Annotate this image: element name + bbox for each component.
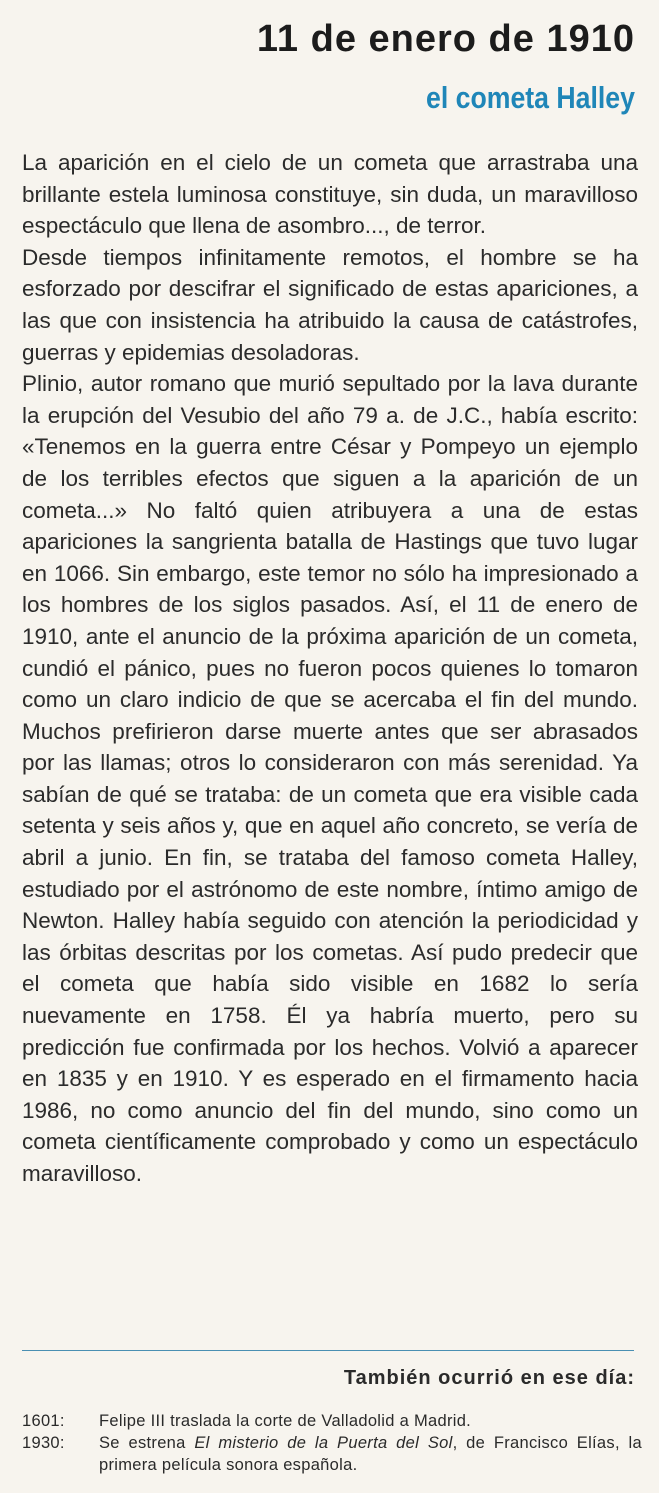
date-title: 11 de enero de 1910 bbox=[256, 18, 635, 60]
event-year: 1930: bbox=[22, 1434, 65, 1452]
paragraph-intro: La aparición en el cielo de un cometa que arrastraba una brillante estela luminosa constituye, sin duda, un maravilloso espectáculo que llena de asombro..., de terror. bbox=[22, 150, 638, 239]
events-list bbox=[22, 1410, 642, 1476]
article-body bbox=[22, 147, 638, 1190]
event-item bbox=[22, 1410, 642, 1432]
event-text: Felipe III traslada la corte de Valladolid a Madrid. bbox=[99, 1412, 472, 1430]
event-year: 1601: bbox=[22, 1412, 65, 1430]
event-text bbox=[99, 1432, 642, 1476]
section-divider bbox=[22, 1350, 634, 1351]
paragraph-history: Desde tiempos infinitamente remotos, el hombre se ha esforzado por descifrar el significado de estas apariciones, a las que con insistencia ha atribuido la causa de catástrofes, guerras y epidemias desoladoras. bbox=[22, 244, 638, 365]
film-title: El misterio de la Puerta del Sol bbox=[194, 1434, 453, 1452]
paragraph-plinio: Plinio, autor romano que murió sepultado por la lava durante la erupción del Vesubio del año 79 a. de J.C., había escrito: «Tenemos en la guerra entre César y Pompeyo un ejemplo de los terribles efectos que siguen a la aparición de un cometa...» No faltó quien atribuyera a una de estas apariciones la sangrienta batalla de Hastings que tuvo lugar en 1066. Sin embargo, este temor no sólo ha impresionado a los hombres de los siglos pasados. Así, el 11 de enero de 1910, ante el anuncio de la próxima aparición de un cometa, cundió el pánico, pues no fueron pocos quienes lo tomaron como un claro indicio de que se acercaba el fin del mundo. Muchos prefirieron darse muerte antes que ser abrasados por las llamas; otros lo consideraron con más serenidad. Ya sabían de qué se trataba: de un cometa que era visible cada setenta y seis años y, que en aquel año concreto, se vería de abril a junio. En fin, se trataba del famoso cometa Halley, estudiado por el astrónomo de este nombre, íntimo amigo de Newton. Halley había seguido con atención la periodicidad y las órbitas descritas por los cometas. Así pudo predecir que el cometa que había sido visible en 1682 lo sería nuevamente en 1758. Él ya habría muerto, pero su predicción fue confirmada por los hechos. Volvió a aparecer en 1835 y en 1910. Y es esperado en el firmamento hacia 1986, no como anuncio del fin del mundo, sino como un cometa científicamente comprobado y como un espectáculo maravilloso. bbox=[22, 371, 638, 1186]
event-text-before: Se estrena bbox=[99, 1434, 195, 1452]
also-happened-heading: También ocurrió en ese día: bbox=[343, 1367, 635, 1389]
event-text-after: , de Francisco Elías, la primera película sonora española. bbox=[99, 1434, 642, 1474]
subtitle: el cometa Halley bbox=[426, 80, 635, 115]
event-item bbox=[22, 1432, 642, 1476]
